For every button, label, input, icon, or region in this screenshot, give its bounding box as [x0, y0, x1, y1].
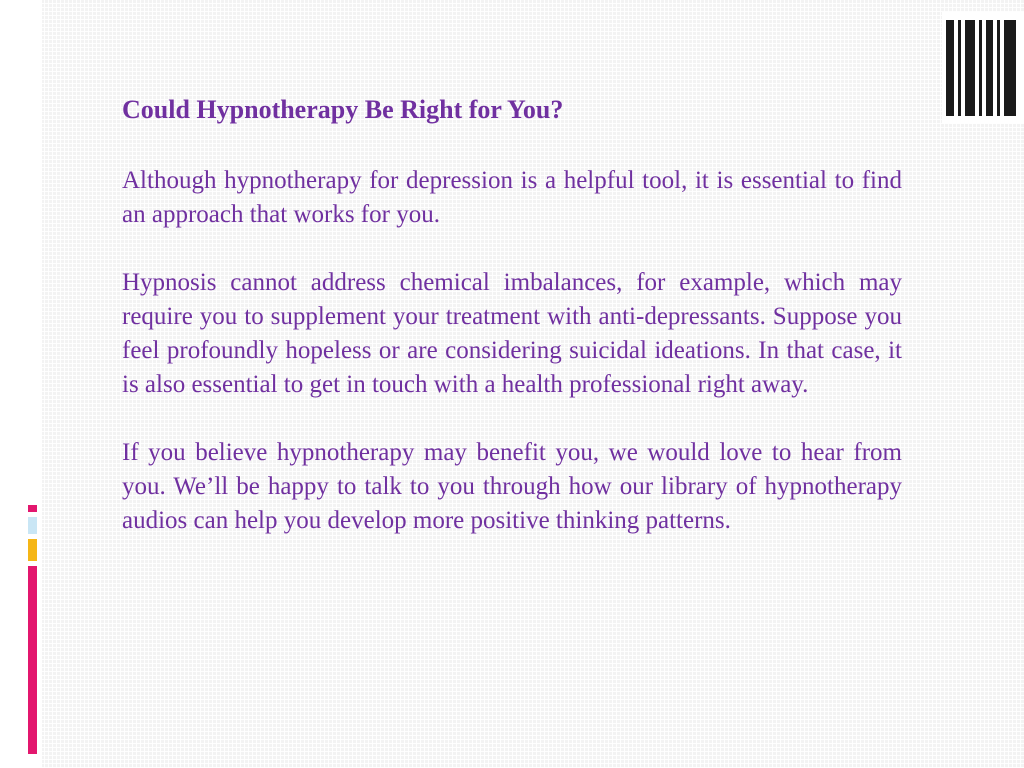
paragraph-contact: If you believe hypnotherapy may benefit you, we would love to hear from you. We’ll be happy to talk to you through how our library of hypnotherapy audios can help you develop more positive thinking patterns.: [122, 439, 902, 534]
accent-strip-pink: [28, 566, 37, 754]
accent-strip-blue: [28, 517, 37, 534]
slide-content: [122, 88, 902, 538]
accent-strip-yellow: [28, 539, 37, 561]
accent-strip-pink-top: [28, 505, 37, 512]
slide-title: Could Hypnotherapy Be Right for You?: [122, 95, 564, 124]
paragraph-intro: Although hypnotherapy for depression is a helpful tool, it is essential to find an approach that works for you.: [122, 167, 902, 228]
vertical-bars-logo-icon: [942, 12, 1024, 124]
paragraph-hypnosis-limits: Hypnosis cannot address chemical imbalances, for example, which may require you to supplement your treatment with anti-depressants. Suppose you feel profoundly hopeless or are considering suicidal ideations. In that case, it is also essential to get in touch with a health professional right away.: [122, 269, 902, 398]
